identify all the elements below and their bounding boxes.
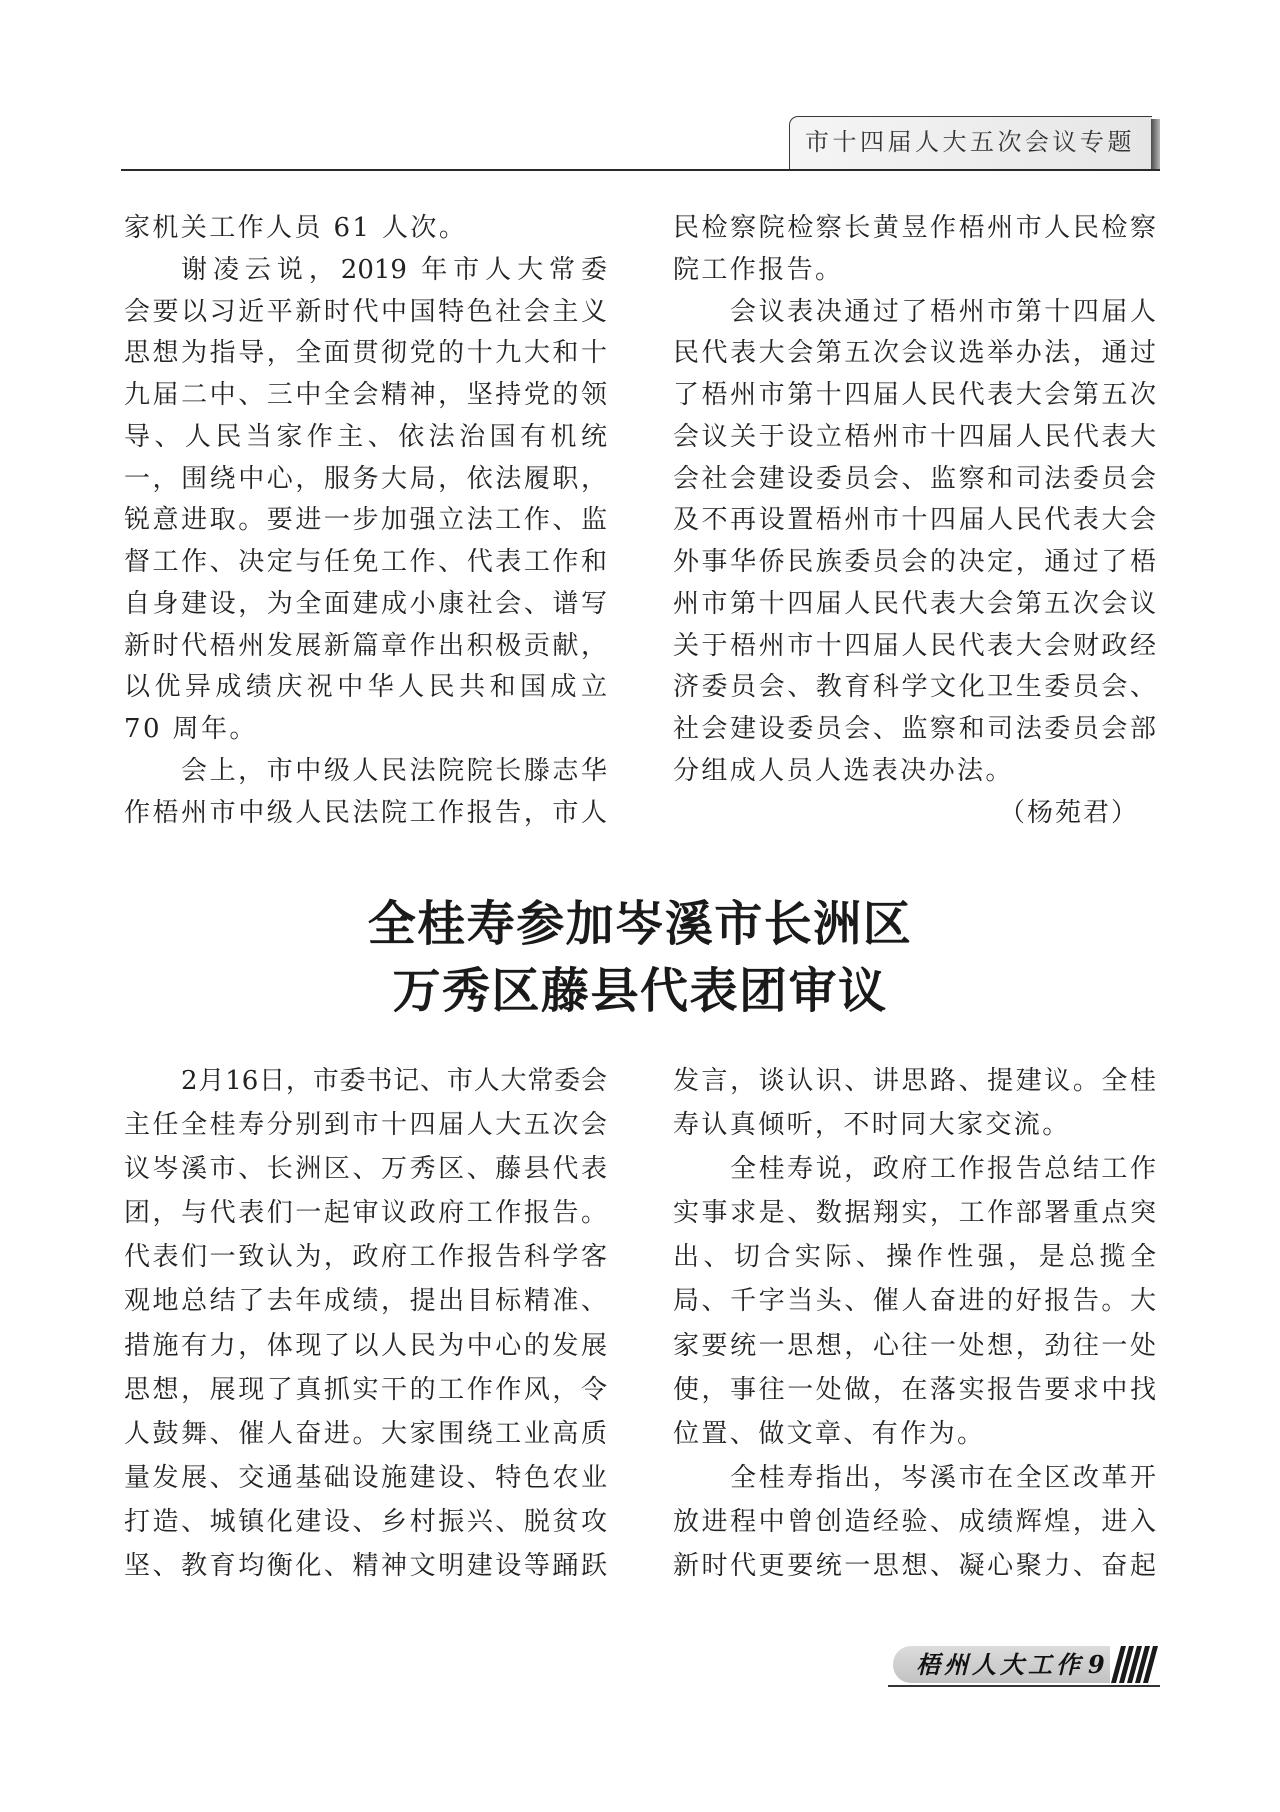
- body-text-line: 民代表大会第五次会议选举办法，通过: [673, 338, 1156, 369]
- body-text-line: 督工作、决定与任免工作、代表工作和: [124, 547, 607, 577]
- body-text-line: 放进程中曾创造经验、成绩辉煌，进入: [673, 1506, 1156, 1537]
- body-text-line: 州市第十四届人民代表大会第五次会议: [673, 588, 1156, 619]
- body-text-line: 会社会建设委员会、监察和司法委员会: [673, 463, 1156, 494]
- article-right-column: [673, 1059, 1156, 1588]
- body-text-line: 民检察院检察长黄昱作梧州市人民检察: [673, 213, 1156, 243]
- body-text-line: 关于梧州市十四届人民代表大会财政经: [673, 630, 1156, 661]
- body-text-line: 70 周年。: [124, 714, 258, 744]
- body-text-line: 谢凌云说，2019 年市人大常委: [181, 254, 607, 285]
- author-credit: （杨苑君）: [998, 797, 1139, 828]
- body-text-line: 措施有力，体现了以人民为中心的发展: [124, 1330, 607, 1361]
- body-text-line: 了梧州市第十四届人民代表大会第五次: [673, 380, 1156, 410]
- article-headline-line-2: 万秀区藤县代表团审议: [392, 963, 888, 1019]
- body-text-line: 议岑溪市、长洲区、万秀区、藤县代表: [124, 1154, 607, 1185]
- page-number: 9: [1088, 1650, 1105, 1679]
- body-text-line: 锐意进取。要进一步加强立法工作、监: [124, 505, 607, 536]
- body-text-line: 使，事往一处做，在落实报告要求中找: [673, 1374, 1156, 1405]
- body-text-line: 会议关于设立梧州市十四届人民代表大: [673, 421, 1156, 452]
- previous-article-left-column: [124, 208, 607, 834]
- body-text-line: 新时代更要统一思想、凝心聚力、奋起: [673, 1551, 1156, 1582]
- body-text-line: 实事求是、数据翔实，工作部署重点突: [673, 1198, 1156, 1229]
- body-text-line: 发言，谈认识、讲思路、提建议。全桂: [673, 1066, 1156, 1096]
- body-text-line: 家机关工作人员 61 人次。: [124, 213, 468, 243]
- header-rule: [121, 169, 1160, 171]
- article-headline-line-1: 全桂寿参加岑溪市长洲区: [367, 896, 913, 952]
- body-text-line: 全桂寿说，政府工作报告总结工作: [730, 1154, 1156, 1185]
- body-text-line: 社会建设委员会、监察和司法委员会部: [673, 714, 1156, 744]
- previous-article-right-column: [673, 208, 1156, 834]
- body-text-line: 团，与代表们一起审议政府工作报告。: [124, 1198, 607, 1229]
- body-text-line: 会上，市中级人民法院院长滕志华: [181, 755, 607, 786]
- footer-stripes-decoration: [1110, 1646, 1160, 1683]
- body-text-line: 主任全桂寿分别到市十四届人大五次会: [124, 1110, 607, 1141]
- body-text-line: 九届二中、三中全会精神，坚持党的领: [124, 380, 607, 410]
- body-text-line: 一，围绕中心，服务大局，依法履职，: [124, 463, 607, 494]
- body-text-line: 思想为指导，全面贯彻党的十九大和十: [124, 338, 607, 369]
- footer-rule: [888, 1685, 1160, 1687]
- body-text-line: 导、人民当家作主、依法治国有机统: [124, 421, 607, 452]
- body-text-line: 出、切合实际、操作性强，是总揽全: [673, 1242, 1156, 1273]
- body-text-line: 坚、教育均衡化、精神文明建设等踊跃: [124, 1551, 607, 1582]
- body-text-line: 自身建设，为全面建成小康社会、谱写: [124, 588, 607, 619]
- body-text-line: 以优异成绩庆祝中华人民共和国成立: [124, 672, 607, 703]
- body-text-line: 分组成人员人选表决办法。: [673, 755, 1014, 786]
- body-text-line: 思想，展现了真抓实干的工作作风，令: [124, 1374, 607, 1405]
- section-title: 市十四届人大五次会议专题: [805, 128, 1135, 156]
- body-text-line: 会要以习近平新时代中国特色社会主义: [124, 296, 607, 327]
- section-header-tab-shadow: [1151, 119, 1160, 170]
- body-text-line: 局、千字当头、催人奋进的好报告。大: [673, 1286, 1156, 1317]
- body-text-line: 打造、城镇化建设、乡村振兴、脱贫攻: [124, 1506, 607, 1537]
- body-text-line: 观地总结了去年成绩，提出目标精准、: [124, 1286, 607, 1317]
- body-text-line: 新时代梧州发展新篇章作出积极贡献，: [124, 630, 607, 661]
- body-text-line: 寿认真倾听，不时同大家交流。: [673, 1110, 1071, 1141]
- body-text-line: 院工作报告。: [673, 254, 844, 285]
- body-text-line: 位置、做文章、有作为。: [673, 1418, 986, 1449]
- body-text-line: 会议表决通过了梧州市第十四届人: [730, 296, 1156, 327]
- body-text-line: 2月16日，市委书记、市人大常委会: [181, 1066, 607, 1096]
- body-text-line: 全桂寿指出，岑溪市在全区改革开: [730, 1462, 1156, 1493]
- body-text-line: 代表们一致认为，政府工作报告科学客: [124, 1242, 607, 1273]
- article-left-column: [124, 1059, 607, 1588]
- footer-label: [916, 1646, 1105, 1683]
- body-text-line: 人鼓舞、催人奋进。大家围绕工业高质: [124, 1418, 607, 1449]
- body-text-line: 作梧州市中级人民法院工作报告，市人: [124, 797, 607, 828]
- body-text-line: 家要统一思想，心往一处想，劲往一处: [673, 1330, 1156, 1361]
- body-text-line: 量发展、交通基础设施建设、特色农业: [124, 1462, 607, 1493]
- body-text-line: 外事华侨民族委员会的决定，通过了梧: [673, 547, 1156, 577]
- body-text-line: 济委员会、教育科学文化卫生委员会、: [673, 672, 1156, 703]
- publication-name: 梧州人大工作: [916, 1650, 1084, 1679]
- body-text-line: 及不再设置梧州市十四届人民代表大会: [673, 505, 1156, 536]
